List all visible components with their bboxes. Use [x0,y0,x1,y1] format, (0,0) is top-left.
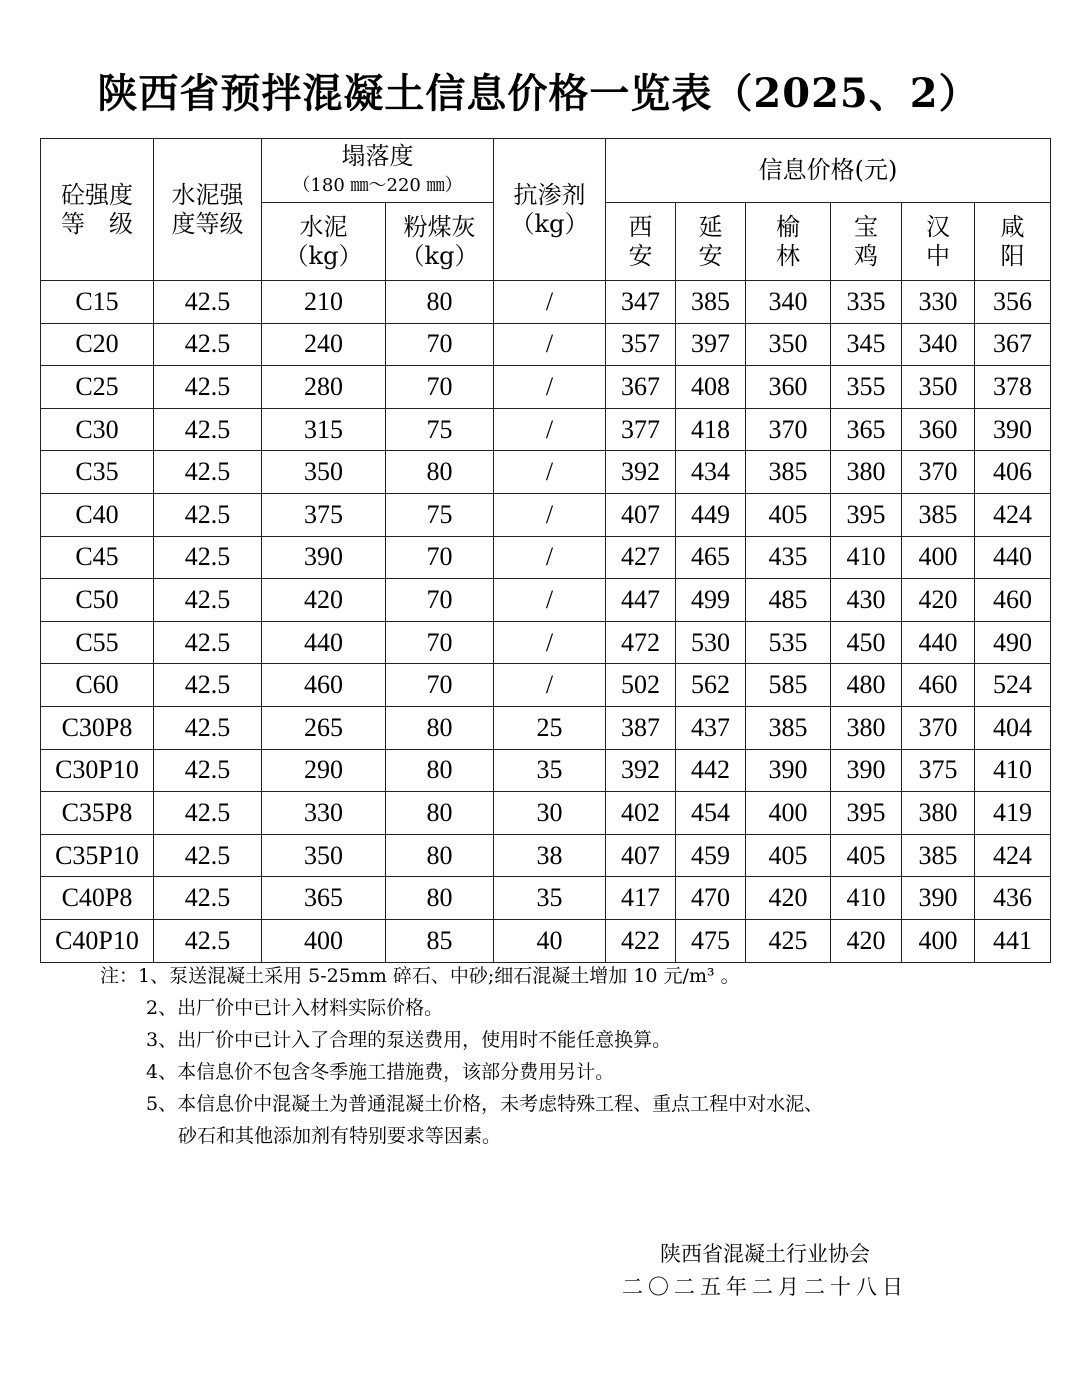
cell-price-hanzhong: 460 [902,664,975,707]
cell-cement-kg: 440 [262,621,386,664]
cell-price-xian: 357 [606,323,676,366]
cell-price-xianyang: 440 [975,536,1051,579]
cell-cement-kg: 290 [262,749,386,792]
note-1: 注：1、泵送混凝土采用 5-25mm 碎石、中砂;细石混凝土增加 10 元/m³ 。 [100,965,740,987]
header-city-yulin: 榆 林 [746,203,831,281]
cell-price-yanan: 454 [676,792,746,835]
cell-admixture-kg: 35 [494,749,606,792]
cell-cement-kg: 350 [262,451,386,494]
cell-grade: C40 [41,493,154,536]
cell-price-baoji: 395 [831,792,902,835]
cell-price-xianyang: 404 [975,706,1051,749]
cell-price-yanan: 449 [676,493,746,536]
header-city-xianyang: 咸 阳 [975,203,1051,281]
cell-price-xianyang: 424 [975,834,1051,877]
cell-price-yanan: 418 [676,408,746,451]
cell-price-baoji: 420 [831,919,902,962]
cell-price-yulin: 585 [746,664,831,707]
cell-price-baoji: 410 [831,536,902,579]
cell-flyash-kg: 80 [386,877,494,920]
note-4: 4、本信息价不包含冬季施工措施费，该部分费用另计。 [146,1061,615,1083]
cell-price-xian: 377 [606,408,676,451]
cell-price-yulin: 340 [746,281,831,324]
note-5: 5、本信息价中混凝土为普通混凝土价格，未考虑特殊工程、重点工程中对水泥、 [146,1093,824,1115]
table-row [41,664,1051,707]
cell-grade: C35 [41,451,154,494]
cell-price-xian: 422 [606,919,676,962]
table-row [41,706,1051,749]
cell-flyash-kg: 75 [386,408,494,451]
cell-price-baoji: 355 [831,366,902,409]
cell-price-xianyang: 419 [975,792,1051,835]
cell-price-xianyang: 460 [975,579,1051,622]
cell-price-xianyang: 424 [975,493,1051,536]
header-admixture: 抗渗剂 （kg） [494,139,606,281]
cell-cement-grade: 42.5 [154,792,262,835]
header-price: 信息价格(元) [606,139,1051,203]
cell-grade: C30 [41,408,154,451]
cell-admixture-kg: / [494,451,606,494]
cell-admixture-kg: 40 [494,919,606,962]
cell-cement-kg: 390 [262,536,386,579]
cell-price-hanzhong: 375 [902,749,975,792]
cell-price-xianyang: 490 [975,621,1051,664]
cell-price-yanan: 465 [676,536,746,579]
cell-flyash-kg: 75 [386,493,494,536]
cell-price-xian: 402 [606,792,676,835]
cell-price-xianyang: 436 [975,877,1051,920]
cell-price-yanan: 442 [676,749,746,792]
cell-grade: C20 [41,323,154,366]
cell-price-xian: 392 [606,451,676,494]
cell-cement-kg: 280 [262,366,386,409]
cell-price-baoji: 405 [831,834,902,877]
cell-cement-kg: 315 [262,408,386,451]
cell-admixture-kg: / [494,536,606,579]
cell-flyash-kg: 70 [386,366,494,409]
cell-price-hanzhong: 370 [902,706,975,749]
cell-admixture-kg: / [494,493,606,536]
table-row [41,408,1051,451]
cell-price-hanzhong: 420 [902,579,975,622]
table-row [41,536,1051,579]
cell-price-baoji: 430 [831,579,902,622]
cell-admixture-kg: 38 [494,834,606,877]
cell-price-xian: 367 [606,366,676,409]
cell-price-hanzhong: 380 [902,792,975,835]
cell-price-xianyang: 390 [975,408,1051,451]
header-city-yanan: 延 安 [676,203,746,281]
cell-price-xian: 407 [606,834,676,877]
cell-flyash-kg: 80 [386,451,494,494]
cell-price-yanan: 459 [676,834,746,877]
cell-admixture-kg: / [494,408,606,451]
table-body [41,281,1051,963]
cell-cement-grade: 42.5 [154,323,262,366]
cell-grade: C45 [41,536,154,579]
header-city-xian: 西 安 [606,203,676,281]
cell-price-yanan: 434 [676,451,746,494]
cell-cement-grade: 42.5 [154,919,262,962]
header-slump: 塌落度 （180 ㎜～220 ㎜） [262,139,494,203]
note-3: 3、出厂价中已计入了合理的泵送费用，使用时不能任意换算。 [146,1029,672,1051]
cell-price-xianyang: 406 [975,451,1051,494]
cell-price-xian: 347 [606,281,676,324]
header-cement: 水泥 （kg） [262,203,386,281]
table-row [41,579,1051,622]
cell-price-yulin: 405 [746,493,831,536]
cell-cement-grade: 42.5 [154,408,262,451]
cell-cement-grade: 42.5 [154,579,262,622]
cell-price-yulin: 535 [746,621,831,664]
cell-flyash-kg: 80 [386,749,494,792]
cell-cement-grade: 42.5 [154,451,262,494]
header-city-baoji: 宝 鸡 [831,203,902,281]
header-flyash: 粉煤灰 （kg） [386,203,494,281]
cell-price-hanzhong: 385 [902,834,975,877]
cell-grade: C55 [41,621,154,664]
cell-price-xianyang: 378 [975,366,1051,409]
cell-price-yanan: 530 [676,621,746,664]
cell-price-baoji: 390 [831,749,902,792]
cell-price-yulin: 400 [746,792,831,835]
cell-grade: C30P8 [41,706,154,749]
cell-cement-grade: 42.5 [154,664,262,707]
cell-cement-kg: 330 [262,792,386,835]
cell-price-baoji: 410 [831,877,902,920]
cell-price-xian: 417 [606,877,676,920]
table-row [41,749,1051,792]
cell-flyash-kg: 70 [386,536,494,579]
cell-price-xian: 427 [606,536,676,579]
cell-cement-kg: 375 [262,493,386,536]
cell-grade: C35P8 [41,792,154,835]
cell-cement-kg: 350 [262,834,386,877]
cell-cement-grade: 42.5 [154,536,262,579]
header-grade: 砼强度 等 级 [41,139,154,281]
cell-cement-grade: 42.5 [154,621,262,664]
cell-cement-kg: 460 [262,664,386,707]
cell-price-baoji: 345 [831,323,902,366]
cell-cement-grade: 42.5 [154,706,262,749]
price-table [40,138,1051,963]
cell-price-hanzhong: 350 [902,366,975,409]
cell-price-yanan: 562 [676,664,746,707]
table-row [41,451,1051,494]
signature-org: 陕西省混凝土行业协会 [660,1242,870,1266]
cell-price-hanzhong: 385 [902,493,975,536]
table-header [41,139,1051,281]
cell-cement-kg: 400 [262,919,386,962]
header-city-hanzhong: 汉 中 [902,203,975,281]
cell-grade: C40P8 [41,877,154,920]
cell-price-yulin: 385 [746,706,831,749]
cell-price-hanzhong: 400 [902,919,975,962]
table-row [41,366,1051,409]
cell-price-yanan: 437 [676,706,746,749]
cell-cement-grade: 42.5 [154,877,262,920]
cell-price-yulin: 435 [746,536,831,579]
cell-price-yulin: 350 [746,323,831,366]
cell-price-yanan: 397 [676,323,746,366]
cell-cement-kg: 240 [262,323,386,366]
cell-admixture-kg: / [494,366,606,409]
page-title: 陕西省预拌混凝土信息价格一览表（2025、2） [97,70,980,117]
cell-flyash-kg: 70 [386,323,494,366]
cell-price-xian: 407 [606,493,676,536]
cell-price-xianyang: 367 [975,323,1051,366]
cell-admixture-kg: / [494,281,606,324]
cell-price-yulin: 385 [746,451,831,494]
cell-grade: C60 [41,664,154,707]
cell-cement-grade: 42.5 [154,749,262,792]
notes [100,960,1020,1152]
cell-price-yulin: 420 [746,877,831,920]
cell-grade: C15 [41,281,154,324]
cell-cement-grade: 42.5 [154,281,262,324]
cell-price-yulin: 405 [746,834,831,877]
cell-price-yanan: 385 [676,281,746,324]
cell-price-xian: 472 [606,621,676,664]
cell-admixture-kg: / [494,323,606,366]
cell-grade: C25 [41,366,154,409]
cell-flyash-kg: 70 [386,664,494,707]
cell-price-baoji: 450 [831,621,902,664]
cell-grade: C50 [41,579,154,622]
signature [600,1238,930,1304]
cell-flyash-kg: 80 [386,706,494,749]
cell-price-yulin: 360 [746,366,831,409]
cell-price-xianyang: 356 [975,281,1051,324]
cell-cement-kg: 420 [262,579,386,622]
table-row [41,792,1051,835]
cell-price-baoji: 395 [831,493,902,536]
cell-grade: C40P10 [41,919,154,962]
cell-flyash-kg: 80 [386,281,494,324]
signature-date: 二〇二五年二月二十八日 [622,1275,908,1299]
table-row [41,281,1051,324]
table-row [41,323,1051,366]
cell-admixture-kg: / [494,579,606,622]
cell-price-hanzhong: 360 [902,408,975,451]
cell-flyash-kg: 70 [386,579,494,622]
cell-price-xian: 447 [606,579,676,622]
cell-cement-kg: 365 [262,877,386,920]
cell-price-baoji: 335 [831,281,902,324]
cell-price-baoji: 480 [831,664,902,707]
cell-admixture-kg: 25 [494,706,606,749]
cell-price-yanan: 470 [676,877,746,920]
cell-flyash-kg: 80 [386,834,494,877]
cell-price-hanzhong: 340 [902,323,975,366]
header-cement-grade: 水泥强 度等级 [154,139,262,281]
cell-price-xianyang: 410 [975,749,1051,792]
cell-price-xian: 502 [606,664,676,707]
cell-price-yulin: 425 [746,919,831,962]
cell-price-baoji: 380 [831,451,902,494]
cell-cement-grade: 42.5 [154,493,262,536]
table-row [41,877,1051,920]
cell-flyash-kg: 70 [386,621,494,664]
cell-grade: C35P10 [41,834,154,877]
cell-price-hanzhong: 440 [902,621,975,664]
cell-cement-kg: 210 [262,281,386,324]
cell-cement-grade: 42.5 [154,834,262,877]
cell-price-yanan: 408 [676,366,746,409]
cell-price-baoji: 365 [831,408,902,451]
cell-cement-kg: 265 [262,706,386,749]
cell-flyash-kg: 85 [386,919,494,962]
note-5-continued: 砂石和其他添加剂有特别要求等因素。 [178,1125,502,1147]
table-row [41,621,1051,664]
cell-admixture-kg: / [494,621,606,664]
cell-price-yulin: 485 [746,579,831,622]
table-row [41,834,1051,877]
cell-price-yulin: 390 [746,749,831,792]
cell-admixture-kg: 35 [494,877,606,920]
cell-price-xianyang: 524 [975,664,1051,707]
cell-price-xian: 387 [606,706,676,749]
cell-admixture-kg: / [494,664,606,707]
cell-price-yanan: 475 [676,919,746,962]
cell-price-hanzhong: 390 [902,877,975,920]
cell-price-baoji: 380 [831,706,902,749]
cell-price-yanan: 499 [676,579,746,622]
table-row [41,493,1051,536]
cell-admixture-kg: 30 [494,792,606,835]
table-row [41,919,1051,962]
cell-price-hanzhong: 370 [902,451,975,494]
cell-cement-grade: 42.5 [154,366,262,409]
cell-price-xian: 392 [606,749,676,792]
cell-flyash-kg: 80 [386,792,494,835]
cell-price-hanzhong: 330 [902,281,975,324]
cell-grade: C30P10 [41,749,154,792]
cell-price-xianyang: 441 [975,919,1051,962]
note-2: 2、出厂价中已计入材料实际价格。 [146,997,444,1019]
cell-price-yulin: 370 [746,408,831,451]
cell-price-hanzhong: 400 [902,536,975,579]
